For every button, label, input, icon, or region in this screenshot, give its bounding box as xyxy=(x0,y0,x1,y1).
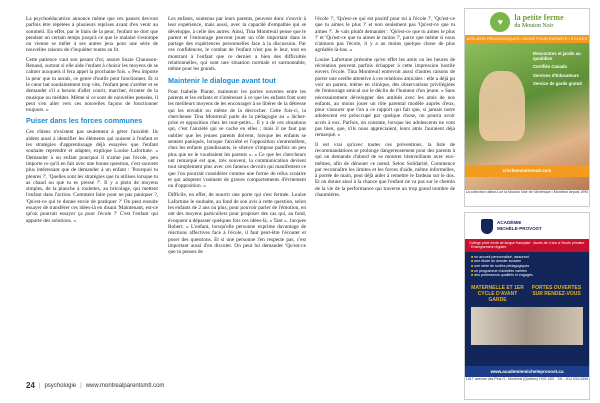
ad-tags xyxy=(465,281,589,307)
ad-footer: La collection utilise-t-on la Mouton Noir de l'Amérique • Montréal depuis 1990 xyxy=(465,190,589,206)
ad-website-link[interactable]: www.academiemicheleprovost.ca xyxy=(465,366,589,377)
page-footer xyxy=(26,381,164,390)
students-photo xyxy=(471,307,583,345)
list-item: ■ un accueil personnalisé, rassurant xyxy=(471,255,583,260)
ad-header xyxy=(465,9,589,35)
brand-subtitle: du Mouton Noir xyxy=(514,23,554,29)
list-item: ■ des professeurs qualifiés et engagés xyxy=(471,273,583,278)
list-item: Services d'Éducateurs xyxy=(533,72,579,78)
child-figure xyxy=(479,71,525,141)
paragraph: Ces chiens n'existent pas seulement à gérer l'anxiété. Ils aident aussi à identifier les éléments qui nuisent à l'enfant et les stratégies d'apprentissage déjà essayées que l'enfant souhaite reprendre et adapter, explique Louise Lafortune. « Demander à un enfant pourquoi il n'aime pas l'école, peu importe ce qu'il en fait avec une bonne question, c'est souvent plus intéressant que de demander à un enfant : 'Pourquoi tu pleures ?', 'Quelles sont les stratégies que tu utilises lorsque tu as chaud ou que tu es pressé ?'. Il y a plein de moyens simples, de la planche à roulettes, au bricolage, qui mettent l'enfant dans l'action. Comment faire pour ne pas paniquer ?, 'Qu'est-ce qui te donne envie de pratiquer ?' On peut ensuite essayer de transférer ces idées-là en disant 'Maintenant, est-ce qu'on pourrait essayer ça pour l'école ?' C'est l'enfant qui apporte des solutions. » xyxy=(26,129,158,224)
ad-band: ATELIERS PÉDAGOGIQUES • MODE POUR ENFANTS • ÉCOLES xyxy=(466,36,588,41)
list-item: Rencontres et jardin au quotidien xyxy=(533,51,581,62)
academy-advertisement[interactable] xyxy=(464,212,590,400)
ad-brand xyxy=(514,14,563,30)
paragraph: La psychoéducatrice annonce même que ces pauses devront parfois être répétées à plusieurs reprises avant d'en venir au sommeil. En effet, par le biais de la peur, l'enfant ne dort que pendant un certain temps jusqu'à ce que le malaise s'estompe ou vienne se mêler à ses autres jeux pour une série de nouvelles raisons de s'inquiéter toutes au lit. xyxy=(26,16,158,54)
paragraph: Il est vrai qu'avec toutes ces préventions, la liste de recommandations se prolonge dangereusement pour des parents à qui on demande d'abord de se montrer bienveillants avec eux-mêmes, afin de dénouer ce nœud. Selon Solidarité, Commence par reconnaître les limites et les forces d'aide, même informelles, à portée de main, peut déjà aider à remettre le fardeau sur le dos. Et on donne ainsi à la chance que l'enfant ne va pas sur le chemin de la vie de la performance qui traverse un trop grand nombre de chaumières. xyxy=(315,141,455,199)
page-number: 24 xyxy=(26,381,35,390)
academy-name-line2: MICHÈLE-PROVOST xyxy=(497,226,542,231)
tag-left: MATERNELLE ET 1ER CYCLE D'AVANT GARDE xyxy=(471,284,524,303)
ad-website-link[interactable]: crèchemoutonnoir.com xyxy=(465,165,589,177)
paragraph: Cette patience vaut son pesant d'or, assure Suzie Chausson-Renaud, surtout si elle aide l'enfant à choisir les moyens de se calmer auxquels il fera appel la prochaine fois. « Peu importe la peur que tu aurais, ce genre d'outils peut fonctionner. Et si le cœur bat soudainement trop vite, l'enfant peut s'arrêter et se demander s'il a besoin d'aller courir, marcher, écouter de la musique ou méditer. Même si ce sont de nouvelles pensées, il peut s'en aller vers ces nouvelles façons de fonctionner toujours. » xyxy=(26,56,158,114)
academy-name-line1: ACADÉMIE xyxy=(497,220,522,226)
website-link[interactable]: www.montrealparentsmtl.com xyxy=(85,382,165,389)
section-heading: Puiser dans les forces communes xyxy=(26,116,143,126)
advertisement-column xyxy=(464,8,588,400)
section-heading: Maintenir le dialogue avant tout xyxy=(168,75,276,85)
daycare-advertisement[interactable] xyxy=(464,8,590,207)
list-item: ■ une étude du dossier scolaire xyxy=(471,259,583,264)
ad-address: 1517 avenue des Pins O., Montréal (Québec) H3G 1B3 · Tél. : 514 934-0596 xyxy=(465,377,589,399)
ad-feature-list xyxy=(533,51,585,89)
article-column-1 xyxy=(26,16,158,227)
list-item: Service de garde gratuit xyxy=(533,80,582,86)
ad-header xyxy=(465,213,589,239)
tag-right: PORTES OUVERTES SUR RENDEZ-VOUS xyxy=(531,284,582,297)
section-name: psychologie xyxy=(44,382,77,389)
separator: | xyxy=(80,382,82,389)
paragraph: Louise Lafortune présume qu'en effet les amis ou les heures de récréation peuvent parfois échapper à cette impression hostile envers l'école. Tina Montreuil entrevoit aussi d'autres raisons de porter une oreille attentive à ces relations amicales : elle a déjà pu voir un parent, même en clinique, des observations privilégiées de l'entourage amical sur le déclin de l'humeur d'un jeune. « Sans nécessairement développer des amitiés avec les amis de nos enfants, au moins jouer un rôle parental modèle auprès d'eux, pour s'assurer que l'on a ce rapport qui fait que, si jamais notre adolescent est préoccupé par quelque chose, on pourra avoir accès à eux. Parfois, on constate, lorsque les adolescents ne vont pas bien, que, s'ils nous appréciaient, leurs amis l'auraient déjà remarqué. » xyxy=(315,56,455,139)
brand-name: la petite ferme xyxy=(514,13,564,22)
separator: | xyxy=(38,382,41,389)
sheep-logo-icon: ♥ xyxy=(490,12,510,32)
crest-icon xyxy=(481,219,493,234)
article-column-2 xyxy=(168,16,306,258)
ad-feature-list xyxy=(465,252,589,281)
ad-red-band: Collège privé mixte de langue française · Accès de 4 ans à l'école primaire · Enseignement régulier xyxy=(465,239,589,252)
list-item: ■ une série de sorties pédagogiques xyxy=(471,264,583,269)
article-column-3 xyxy=(315,16,455,201)
paragraph: Les enfants, soutenus par leurs parents, peuvent donc s'ouvrir à leur expérience, mais aussi, avec la capacité d'empathie qui se développe, à celle des autres. Ainsi, Tina Montreuil pense que le parent et l'entourage peuvent jouer un rôle important dans le partage des expériences personnelles face à la discussion. Par ces confidences, le combat de l'enfant n'est pas le leur, tout en montrant à l'enfant que ce dernier a bien des difficultés relationnelles, qui sont une situation normale et surmontable, même pour les grands. xyxy=(168,16,306,73)
paragraph: l'école ?', 'Qu'est-ce qui est positif pour toi à l'école ?', 'Qu'est-ce que tu aimes le plus ?' et non seulement pas 'Qu'est-ce que tu aimes ?'. Je vais plutôt demander : 'Qu'est-ce que tu aimes le plus ?' et 'Qu'est-ce que tu aimes le moins ?', parce que même si nous n'aimons pas l'école, il y a au moins quelque chose de plus agréable là-bas. » xyxy=(315,16,455,54)
paragraph: Difficile, en effet, de nourrir une porte qui s'est fermée. Louise Lafortune le souhaite, au fond de son avis à cette question, selon les enfants de 2 ans ou plus, pour pouvoir parler de l'émotion, en ont des moyens particuliers pour proposer des cas qui, au fond, évoquent à dépasser quelques fois ces idées-là, « Tant ». Jacques Robert. « L'enfant, lorsqu'elle personne exprime davantage de réactions affectives face à l'école, il faut peut-être l'écouter et poser des questions. Et si une personne l'en respecte pas, c'est important aussi d'en discuter. On peut lui demander 'Qu'est-ce que tu penses de xyxy=(168,192,306,256)
list-item: ■ un programme d'activités variées xyxy=(471,269,583,274)
academy-name xyxy=(497,220,542,232)
list-item: Certifiés Canada xyxy=(533,64,567,70)
paragraph: Pour Isabelle Plante, maintenir les portes ouvertes entre les parents et les enfants et s'intéresser à ce que les enfants font sont les meilleurs moyens de les encourager à se libérer de la détresse qui les envahit ou même de la décrocher. Cette fois-ci, la chercheuse Tina Montreuil parle de la pédagogie au « lâcher-prise et opposition chez les tout-petits... Il y a de ces situations qui, c'est l'anxiété qui se cache en elles ; mais il ne faut pas oublier que les jeunes parents doivent, lorsque les enfants se sentent paniqués, lorsque l'anxiété et l'opposition s'entremêlent, chez les enfants grandissants, le silence s'impose parfois un peu plus que ne le voudraient les parents ». « Ce que les chercheurs ont remarqué est que, très souvent, la communication devient tout simplement plus avec ces fameux devoirs qui manifestent ce que l'on pourrait considérer comme une forme de refus scolaire et qui adoptent vraiment de graves comportements d'évitement ou d'opposition. » xyxy=(168,88,306,190)
